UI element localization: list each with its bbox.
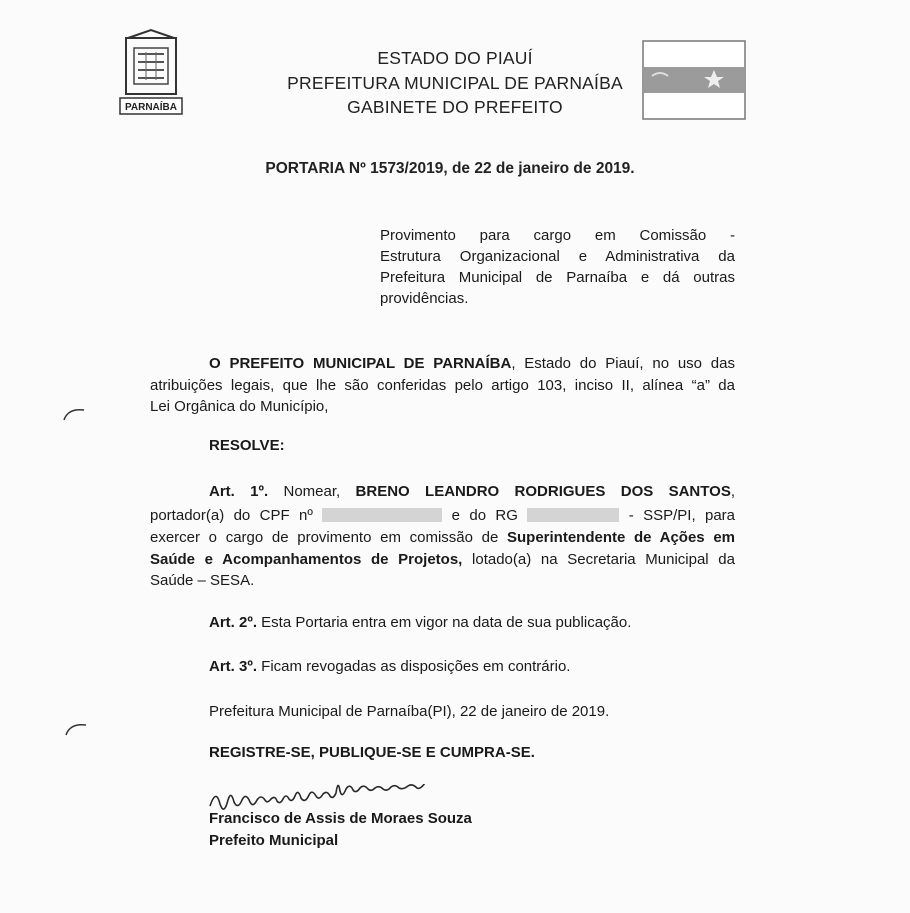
flag-icon: [642, 40, 746, 120]
preamble-rest: , Estado do Piauí, no uso das: [511, 355, 735, 372]
rg-redaction: [527, 508, 619, 522]
art3-text: Ficam revogadas as disposições em contrário.: [257, 658, 571, 675]
preamble-line-3: Lei Orgânica do Município,: [150, 398, 329, 415]
preamble-line-2: atribuições legais, que lhe são conferidas pelo artigo 103, inciso II, alínea “a” da: [150, 377, 735, 394]
art1-line-1: [209, 481, 735, 502]
rg-issuer: - SSP/PI, para: [628, 507, 736, 524]
art1-line-3: [150, 527, 735, 548]
art3: [209, 656, 570, 677]
preamble-lead: O PREFEITO MUNICIPAL DE PARNAÍBA: [209, 355, 512, 372]
appointee-name: BRENO LEANDRO RODRIGUES DOS SANTOS: [355, 483, 731, 500]
art2-text: Esta Portaria entra em vigor na data de sua publicação.: [257, 614, 632, 631]
position-title-2: Saúde e Acompanhamentos de Projetos,: [150, 551, 463, 568]
position-title-1: Superintendente de Ações em: [507, 529, 736, 546]
art1-line-5: Saúde – SESA.: [150, 572, 255, 589]
scan-mark-icon: [60, 400, 90, 430]
header-gabinete: GABINETE DO PREFEITO: [347, 97, 563, 117]
ementa-line-1: Provimento para cargo em Comissão -: [380, 227, 735, 244]
municipal-flag: [642, 40, 746, 120]
cpf-label: portador(a) do CPF nº: [150, 507, 313, 524]
cpf-redaction: [322, 508, 442, 522]
ementa-line-3: Prefeitura Municipal de Parnaíba e dá outras: [380, 269, 735, 286]
resolve-heading: RESOLVE:: [209, 437, 285, 454]
art1-line-2: [150, 505, 735, 526]
art1-text-4: lotado(a) na Secretaria Municipal da: [462, 551, 735, 568]
signer-name: Francisco de Assis de Moraes Souza: [209, 810, 472, 827]
header-state: ESTADO DO PIAUÍ: [377, 48, 533, 68]
scan-mark-icon: [62, 715, 92, 745]
crest-label: PARNAÍBA: [124, 102, 178, 113]
ementa-line-4: providências.: [380, 290, 469, 307]
art1-verb: Nomear,: [268, 483, 356, 500]
ementa-line-2: Estrutura Organizacional e Administrativa da: [380, 248, 735, 265]
closing-formula: REGISTRE-SE, PUBLIQUE-SE E CUMPRA-SE.: [209, 744, 535, 761]
preamble-line-1: [209, 353, 735, 374]
art1-line-4: [150, 549, 735, 570]
art1-label: Art. 1º.: [209, 483, 269, 500]
signer-role: Prefeito Municipal: [209, 832, 339, 849]
art2-label: Art. 2º.: [209, 614, 257, 631]
art2: [209, 612, 631, 633]
art1-comma: ,: [730, 483, 735, 500]
art1-text-3: exercer o cargo de provimento em comissão de: [150, 529, 507, 546]
art3-label: Art. 3º.: [209, 658, 257, 675]
portaria-title: PORTARIA Nº 1573/2019, de 22 de janeiro de 2019.: [265, 160, 635, 177]
rg-label: e do RG: [451, 507, 518, 524]
header-prefeitura: PREFEITURA MUNICIPAL DE PARNAÍBA: [287, 73, 623, 93]
place-date: Prefeitura Municipal de Parnaíba(PI), 22 de janeiro de 2019.: [209, 703, 610, 720]
